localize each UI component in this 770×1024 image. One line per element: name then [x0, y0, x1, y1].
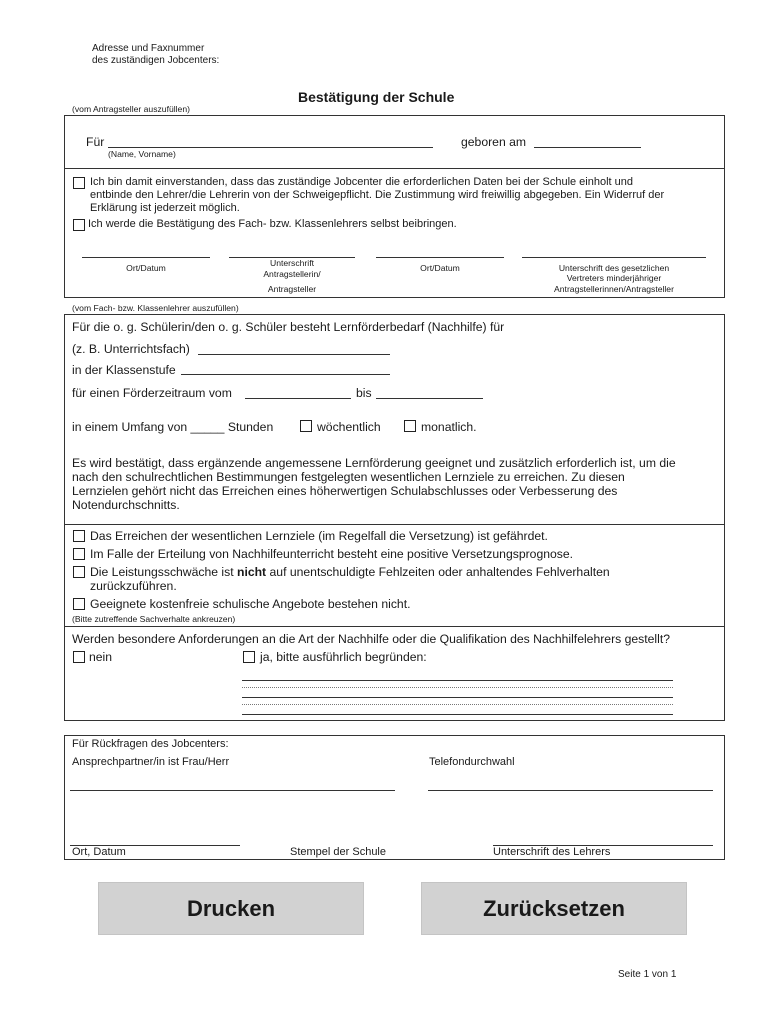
- contact-field[interactable]: [70, 790, 395, 791]
- page-title: Bestätigung der Schule: [298, 89, 455, 105]
- page-number: Seite 1 von 1: [618, 969, 677, 980]
- weekly-checkbox[interactable]: [300, 420, 312, 432]
- tick-hint: (Bitte zutreffende Sachverhalte ankreuzen): [72, 614, 236, 624]
- phone-label: Telefondurchwahl: [429, 756, 515, 768]
- reason-dotted-2: [242, 704, 673, 705]
- name-field[interactable]: [108, 147, 433, 148]
- fuer-label: Für: [86, 135, 105, 149]
- address-label-line2: des zuständigen Jobcenters:: [92, 55, 220, 66]
- grade-field[interactable]: [181, 374, 390, 375]
- period-from-field[interactable]: [245, 398, 351, 399]
- sig-label-applicant-3: Antragsteller: [267, 284, 317, 294]
- confirm-line2: nach den schulrechtlichen Bestimmungen festgelegten wesentlichen Lernziele zu erreichen. Zu diesen: [72, 470, 625, 484]
- subject-field[interactable]: [198, 354, 390, 355]
- goal-endangered-text: Das Erreichen der wesentlichen Lernziele (im Regelfall die Versetzung) ist gefährdet.: [90, 529, 548, 543]
- consent-checkbox[interactable]: [73, 177, 85, 189]
- period-to-field[interactable]: [376, 398, 483, 399]
- sig-label-applicant-2: Antragstellerin/: [263, 269, 321, 279]
- divider: [64, 524, 725, 525]
- no-free-offers-checkbox[interactable]: [73, 598, 85, 610]
- bis-label: bis: [356, 386, 372, 400]
- stamp-label: Stempel der Schule: [290, 846, 386, 858]
- consent-text-line2: entbinde den Lehrer/die Lehrerin von der Schweigepflicht. Die Zustimmung wird freiwillig abgegeben. Ein Widerruf der: [90, 189, 665, 201]
- sig-label-guardian-1: Unterschrift des gesetzlichen: [558, 263, 670, 273]
- reason-dotted-1: [242, 687, 673, 688]
- nein-label: nein: [89, 650, 113, 664]
- queries-label: Für Rückfragen des Jobcenters:: [72, 738, 229, 750]
- weakness-cause-checkbox[interactable]: [73, 566, 85, 578]
- section2-caption: (vom Fach- bzw. Klassenlehrer auszufüllen): [72, 303, 239, 313]
- name-hint: (Name, Vorname): [108, 149, 176, 159]
- positive-prognosis-text: Im Falle der Erteilung von Nachhilfeunterricht besteht eine positive Versetzungsprognose.: [90, 547, 574, 561]
- sig-line-guardian[interactable]: [522, 257, 706, 258]
- confirm-line1: Es wird bestätigt, dass ergänzende angemessene Lernförderung geeignet und zusätzlich erforderlich ist, um die: [72, 456, 676, 470]
- ja-label: ja, bitte ausführlich begründen:: [260, 650, 427, 664]
- sig-label-date1: Ort/Datum: [126, 263, 166, 273]
- monthly-checkbox[interactable]: [404, 420, 416, 432]
- contact-label: Ansprechpartner/in ist Frau/Herr: [72, 756, 230, 768]
- section1-caption: (vom Antragsteller auszufüllen): [72, 104, 190, 114]
- birthdate-field[interactable]: [534, 147, 641, 148]
- divider: [64, 168, 725, 169]
- no-free-offers-text: Geeignete kostenfreie schulische Angebote bestehen nicht.: [90, 597, 411, 611]
- sig-label-guardian-2: Vertreters minderjähriger: [566, 273, 662, 283]
- sig-line-date2[interactable]: [376, 257, 504, 258]
- requirements-question: Werden besondere Anforderungen an die Art der Nachhilfe oder die Qualifikation des Nachhilfelehrers gestellt?: [72, 632, 671, 646]
- sig-label-guardian-3: Antragstellerinnen/Antragsteller: [554, 284, 674, 294]
- divider: [64, 626, 725, 627]
- grade-label: in der Klassenstufe: [72, 363, 176, 377]
- consent-text-line1: Ich bin damit einverstanden, dass das zuständige Jobcenter die erforderlichen Daten bei der Schule einholt und: [90, 176, 634, 188]
- positive-prognosis-checkbox[interactable]: [73, 548, 85, 560]
- print-button[interactable]: Drucken: [98, 882, 364, 935]
- need-text: Für die o. g. Schülerin/den o. g. Schüler besteht Lernförderbedarf (Nachhilfe) für: [72, 320, 505, 334]
- weakness-cause-text-2: zurückzuführen.: [90, 579, 177, 593]
- teacher-signature-label: Unterschrift des Lehrers: [493, 846, 611, 858]
- sig-label-applicant-1: Unterschrift: [270, 258, 314, 268]
- reason-line-3[interactable]: [242, 714, 673, 715]
- period-label: für einen Förderzeitraum vom: [72, 386, 232, 400]
- self-provide-text: Ich werde die Bestätigung des Fach- bzw. Klassenlehrers selbst beibringen.: [88, 218, 457, 230]
- sig-line-date1[interactable]: [82, 257, 210, 258]
- weakness-cause-text: Die Leistungsschwäche ist nicht auf unentschuldigte Fehlzeiten oder anhaltendes Fehlverhalten: [90, 565, 610, 579]
- subject-label: (z. B. Unterrichtsfach): [72, 342, 190, 356]
- weekly-label: wöchentlich: [317, 420, 381, 434]
- goal-endangered-checkbox[interactable]: [73, 530, 85, 542]
- reason-line-2[interactable]: [242, 697, 673, 698]
- confirm-line4: Notendurchschnitts.: [72, 498, 180, 512]
- phone-field[interactable]: [428, 790, 713, 791]
- reset-button[interactable]: Zurücksetzen: [421, 882, 687, 935]
- ja-checkbox[interactable]: [243, 651, 255, 663]
- monthly-label: monatlich.: [421, 420, 477, 434]
- reason-line-1[interactable]: [242, 680, 673, 681]
- address-label-line1: Adresse und Faxnummer: [92, 43, 205, 54]
- geboren-label: geboren am: [461, 135, 527, 149]
- confirm-line3: Lernzielen gehört nicht das Erreichen eines höherwertigen Schulabschlusses oder Verbesserung des: [72, 484, 618, 498]
- jobcenter-queries-section: [64, 735, 725, 860]
- place-date-label: Ort, Datum: [72, 846, 126, 858]
- consent-text-line3: Erklärung ist jederzeit möglich.: [90, 202, 240, 214]
- nein-checkbox[interactable]: [73, 651, 85, 663]
- self-provide-checkbox[interactable]: [73, 219, 85, 231]
- sig-label-date2: Ort/Datum: [420, 263, 460, 273]
- umfang-label: in einem Umfang von _____ Stunden: [72, 420, 274, 434]
